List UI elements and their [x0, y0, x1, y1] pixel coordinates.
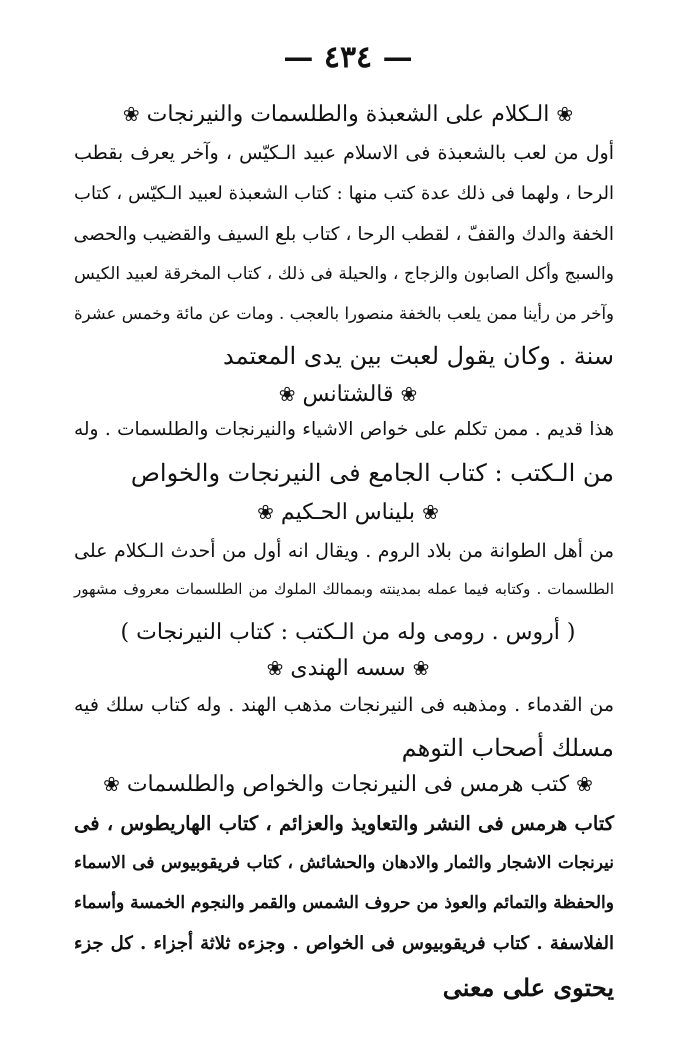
body-line: من أهل الطوانة من بلاد الروم . ويقال انه أول من أحدث الـكلام على [74, 540, 614, 562]
ornament-icon: ❀ [266, 656, 284, 680]
section-heading [0, 500, 696, 525]
heading-text: قالشتانس [302, 382, 394, 407]
ornament-icon: ❀ [278, 382, 296, 406]
body-line: الرحا ، ولهما فى ذلك عدة كتب منها : كتاب الشعبذة لعبيد الـكيّس ، كتاب [74, 183, 614, 204]
body-line: والسبج وأكل الصابون والزجاج ، والحيلة فى ذلك ، كتاب المخرقة لعبيد الكيس [74, 264, 614, 284]
body-line: سنة . وكان يقول لعبت بين يدى المعتمد [223, 342, 614, 370]
section-heading [0, 656, 696, 681]
body-line: والحفظة والتمائم والعوذ من حروف الشمس والقمر والنجوم الخمسة وأسماء [74, 893, 614, 913]
ornament-icon: ❀ [122, 102, 140, 126]
body-line: مسلك أصحاب التوهم [401, 734, 614, 762]
section-heading [0, 102, 696, 127]
ornament-icon: ❀ [576, 772, 593, 796]
ornament-icon: ❀ [103, 772, 120, 796]
section-heading [0, 772, 696, 797]
ornament-icon: ❀ [257, 500, 274, 524]
heading-text: سسه الهندى [290, 656, 406, 681]
body-line: نيرنجات الاشجار والثمار والادهان والحشائش ، كتاب فريقوبيوس فى الاسماء [74, 853, 614, 873]
ornament-icon: ❀ [556, 102, 574, 126]
body-line: من الـكتب : كتاب الجامع فى النيرنجات والخواص [130, 459, 614, 487]
inline-entry: ( أروس . رومى وله من الـكتب : كتاب النيرنجات ) [120, 620, 576, 645]
body-line: الفلاسفة . كتاب فريقوبيوس فى الخواص . وجزءه ثلاثة أجزاء . كل جزء [74, 933, 614, 954]
ornament-icon: ❀ [422, 500, 439, 524]
heading-text: الـكلام على الشعبذة والطلسمات والنيرنجات [146, 102, 550, 127]
ornament-icon: ❀ [400, 382, 418, 406]
body-line: من القدماء . ومذهبه فى النيرنجات مذهب الهند . وله كتاب سلك فيه [74, 694, 614, 716]
ornament-icon: ❀ [412, 656, 430, 680]
body-line: الخفة والدك والقفّ ، لقطب الرحا ، كتاب بلع السيف والقضيب والحصى [73, 224, 614, 245]
body-line: يحتوى على معنى [442, 973, 614, 1002]
body-line: كتاب هرمس فى النشر والتعاويذ والعزائم ، كتاب الهاريطوس ، فى [74, 812, 614, 835]
section-heading [0, 382, 696, 407]
heading-text: بليناس الحـكيم [280, 500, 416, 525]
page-number: — ٤٣٤ — [283, 40, 413, 75]
body-line: هذا قديم . ممن تكلم على خواص الاشياء والنيرنجات والطلسمات . وله [74, 419, 614, 440]
body-line: الطلسمات . وكتابه فيما عمله بمدينته وبممالك الملوك من الطلسمات معروف مشهور [74, 580, 614, 598]
body-line: وآخر من رأينا ممن يلعب بالخفة منصورا بالعجب . ومات عن مائة وخمس عشرة [74, 304, 614, 323]
body-line: أول من لعب بالشعبذة فى الاسلام عبيد الـكيّس ، وآخر يعرف بقطب [74, 142, 614, 164]
heading-text: كتب هرمس فى النيرنجات والخواص والطلسمات [126, 772, 570, 797]
